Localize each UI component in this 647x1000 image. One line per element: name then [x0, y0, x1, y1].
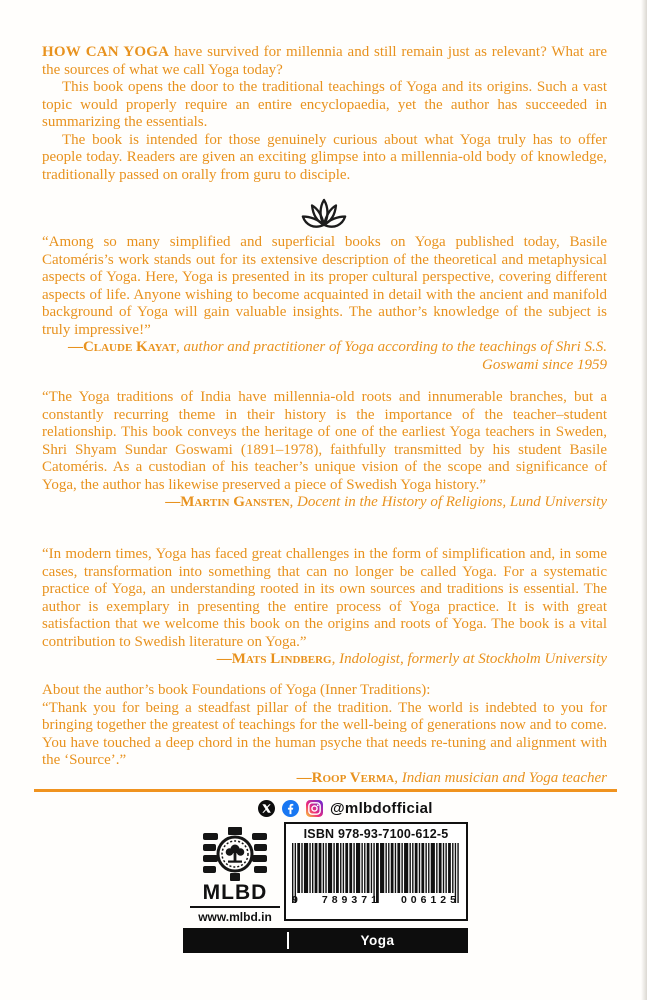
quote-2-author: —Martin Gansten	[165, 494, 290, 510]
quote-2-role: , Docent in the History of Religions, Lund University	[289, 494, 607, 510]
about-author-section	[42, 682, 607, 787]
about-heading: About the author’s book Foundations of Yoga (Inner Traditions):	[42, 682, 431, 698]
quote-3-text: “In modern times, Yoga has faced great challenges in the form of simplification and, in some cases, transformation into something that can no longer be called Yoga. For a systematic practice of Yoga, an understanding rooted in its own sources and traditions is essential. The author is exemplary in presenting the entire process of Yoga practice. It is with great satisfaction that we welcome this book on the origins and roots of Yoga. The book is a vital contribution to Swedish literature on Yoga.”	[42, 546, 607, 650]
quote-1-author: —Claude Kayat	[67, 339, 177, 355]
intro-lead-rest: have survived for millennia and still remain just as relevant? What are the sources of what we call Yoga today?	[42, 44, 608, 78]
publisher-rule	[190, 906, 280, 908]
social-handle: @mlbdofficial	[330, 799, 433, 817]
publisher-name: MLBD	[202, 881, 268, 904]
quote-3-role: , Indologist, formerly at Stockholm University	[331, 651, 607, 667]
intro-section	[42, 44, 607, 184]
page-edge-shadow	[641, 0, 647, 1000]
publisher-logo	[188, 827, 282, 924]
endorsement-quote-1	[42, 234, 607, 374]
barcode-digit-group: 006125	[400, 894, 460, 906]
isbn-box	[284, 822, 468, 921]
barcode-digit-group: 9	[292, 894, 302, 906]
lotus-icon	[0, 197, 647, 237]
barcode-digit-group: 789371	[321, 894, 381, 906]
category-bar	[183, 928, 468, 953]
intro-paragraph-2: This book opens the door to the traditional teachings of Yoga and its origins. Such a vast topic would properly require an entire encyclopaedia, yet the author has succeeded in summarizing the essentials.	[42, 79, 607, 130]
divider-rule	[34, 789, 617, 792]
quote-1-role: , author and practitioner of Yoga according to the teachings of Shri S.S. Goswami since 1959	[176, 339, 607, 373]
intro-paragraph-3: The book is intended for those genuinely curious about what Yoga truly has to offer people today. Readers are given an exciting glimpse into a millennia-old body of knowledge, traditionally passed on orally from guru to disciple.	[42, 131, 607, 183]
quote-3-attribution	[42, 651, 607, 669]
quote-2-text: “The Yoga traditions of India have millennia-old roots and innumerable branches, but a constantly recurring theme in their history is the importance of the teacher–student relationship. This book conveys the heritage of one of the earliest Yoga teachers in Sweden, Shri Shyam Sundar Goswami (1891–1978), faithfully transmitted by his student Basile Catoméris. As a custodian of his teacher’s unique vision of the scope and significance of Yoga, the author has likewise preserved a piece of Swedish Yoga history.”	[42, 389, 607, 493]
publisher-website: www.mlbd.in	[198, 910, 272, 924]
x-icon	[258, 800, 275, 817]
quote-1-attribution	[42, 339, 607, 374]
about-author: —Roop Verma	[296, 769, 395, 786]
endorsement-quote-3	[42, 546, 607, 669]
barcode-digits	[292, 894, 460, 906]
social-media-row	[258, 797, 468, 819]
about-role: , Indian musician and Yoga teacher	[394, 769, 607, 786]
intro-lead: HOW CAN YOGA	[42, 44, 170, 60]
about-text: “Thank you for being a steadfast pillar of the tradition. The world is indebted to you for bringing together the greatest of teachings for the well-being of generations now and to come. You have touched a deep chord in the human psyche that needs re-tuning and alignment with the ‘Source’.”	[42, 699, 607, 768]
category-label: Yoga	[360, 933, 395, 948]
quote-1-text: “Among so many simplified and superficial books on Yoga published today, Basile Catoméris’s work stands out for its extensive description of the theoretical and metaphysical aspects of Yoga. Here, Yoga is presented in its proper cultural perspective, covering different aspects of life. Anyone wishing to become acquainted in detail with the ancient and manifold background of Yoga will gain valuable insights. The author’s knowledge of the subject is truly impressive!”	[42, 234, 607, 338]
instagram-icon	[306, 800, 323, 817]
isbn-label: ISBN 978-93-7100-612-5	[303, 827, 449, 841]
mlbd-emblem-icon	[202, 827, 268, 881]
about-attribution	[42, 770, 607, 788]
intro-paragraph-1	[42, 44, 607, 79]
quote-3-author: —Mats Lindberg	[216, 651, 332, 667]
quote-2-attribution	[42, 494, 607, 512]
facebook-icon	[282, 800, 299, 817]
endorsement-quote-2	[42, 389, 607, 512]
